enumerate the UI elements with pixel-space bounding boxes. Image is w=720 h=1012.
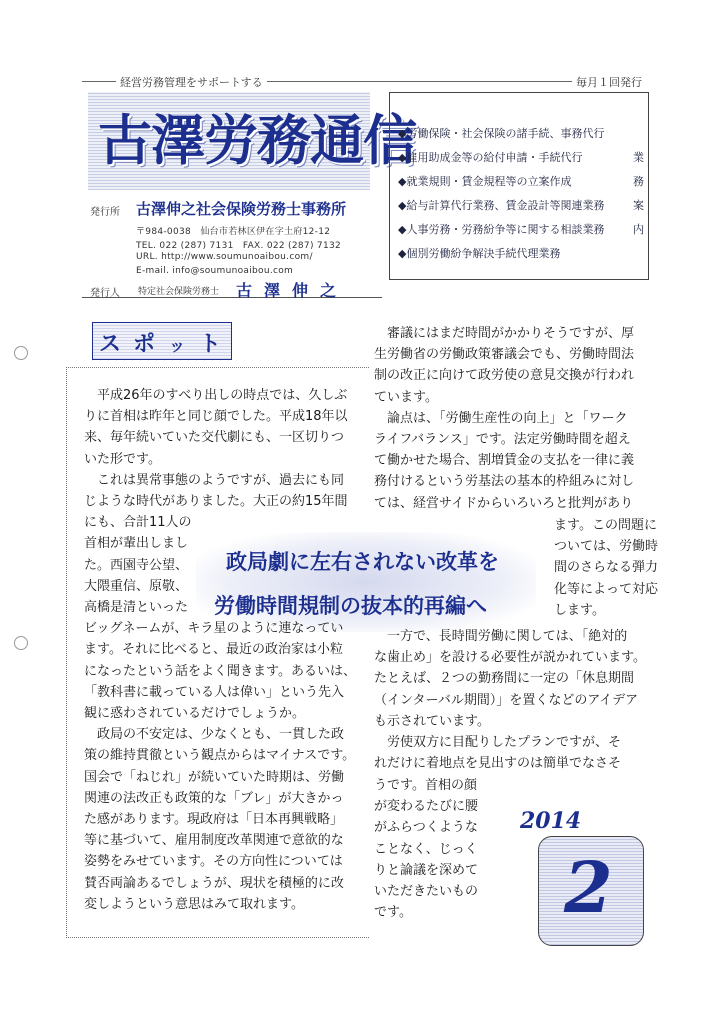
article-line: ついては、労働時 xyxy=(554,539,659,555)
email-address: E-mail. info@soumunoaibou.com xyxy=(136,266,294,276)
website-url: URL. http://www.soumunoaibou.com/ xyxy=(136,252,313,262)
representative-name: 古澤伸之 xyxy=(236,281,349,300)
article-line: 首相が輩出しまし xyxy=(84,536,189,552)
article-line: ことなく、じっく xyxy=(374,841,478,857)
article-line: 来、毎年続いていた交代劇にも、一区切りつ xyxy=(84,430,345,446)
article-line: 生労働省の労働政策審議会でも、労働時間法 xyxy=(374,347,635,363)
article-line: 策の維持貫徹という観点からはマイナスです。 xyxy=(84,748,356,764)
article-line: 等に基づいて、雇用制度改革関連で意欲的な xyxy=(84,833,344,849)
service-item: ◆給与計算代行業務、賃金設計等関連業務 xyxy=(398,199,605,212)
article-line: じような時代がありました。大正の約15年間 xyxy=(84,494,348,509)
section-label-char: ト xyxy=(199,332,222,357)
article-line: 国会で「ねじれ」が続いていた時期は、労働 xyxy=(84,769,345,785)
article-line: 賛否両論あるでしょうが、現状を積極的に改 xyxy=(84,875,344,891)
tagline-row xyxy=(82,74,642,88)
article-line: ています。 xyxy=(374,389,438,405)
service-item: ◆人事労務・労務紛争等に関する相談業務 xyxy=(398,223,605,236)
services-side-label: 案 xyxy=(633,199,644,212)
article-line: です。 xyxy=(374,905,412,921)
article-line: 平成26年のすべり出しの時点では、久しぶ xyxy=(84,388,348,403)
service-item: ◆雇用助成金等の給付申請・手続代行 xyxy=(398,151,583,164)
article-line: た感があります。現政府は「日本再興戦略」 xyxy=(84,812,343,827)
postal-address: 〒984-0038 仙台市若林区伊在字土府12-12 xyxy=(136,227,331,237)
article-line: これは異常事態のようですが、過去にも同 xyxy=(84,472,345,488)
article-line: も示されています。 xyxy=(374,713,490,729)
article-line: 高橋是清といった xyxy=(84,600,189,615)
article-line: 「教科書に載っている人は偉い」という先入 xyxy=(84,684,345,700)
article-line: ては、経営サイドからいろいろと批判があり xyxy=(374,495,634,511)
article-line: します。 xyxy=(554,602,605,618)
article-line: たとえば、２つの勤務間に一定の「休息期間 xyxy=(374,671,635,687)
article-line: 政局の不安定は、少なくとも、一貫した政 xyxy=(84,727,345,743)
article-line: 間のさらなる弾力 xyxy=(554,560,659,576)
article-line: れだけに着地点を見出すのは簡単でなさそ xyxy=(374,756,622,772)
headline-line-1: 政局劇に左右されない改革を xyxy=(226,550,499,574)
phone-fax: TEL. 022 (287) 7131 FAX. 022 (287) 7132 xyxy=(136,241,342,251)
section-label-char: ポ xyxy=(133,332,156,357)
article-line: にも、合計11人の xyxy=(84,515,192,531)
article-line: ます。この問題に xyxy=(554,518,657,533)
masthead xyxy=(88,92,416,190)
service-item: ◆個別労働紛争解決手続代理業務 xyxy=(398,247,561,260)
section-label-spot xyxy=(92,322,232,360)
services-side-label: 業 xyxy=(633,151,644,164)
newsletter-title: 古澤労務通信 xyxy=(98,109,416,172)
article-line: た。西園寺公望、 xyxy=(84,557,189,573)
article-line: 観に惑わされているだけでしょうか。 xyxy=(84,706,306,721)
article-line: 制の改正に向けて政労使の意見交換が行われ xyxy=(374,368,635,384)
article-line: になったという話をよく聞きます。あるいは、 xyxy=(84,663,356,679)
issue-frequency: 毎月１回発行 xyxy=(572,74,642,90)
article-line: りと論議を深めて xyxy=(374,862,479,878)
representative-label: 発行人 xyxy=(90,288,120,299)
headline-line-2: 労働時間規制の抜本的再編へ xyxy=(214,594,487,618)
article-line: りに首相は昨年と同じ顔でした。平成18年以 xyxy=(84,409,348,425)
issue-year: 2014 xyxy=(520,808,582,834)
article-line: （インターバル期間）」を置くなどのアイデア xyxy=(374,692,639,708)
article-line: て働かせた場合、割増賃金の支払を一律に義 xyxy=(374,453,635,469)
services-box xyxy=(389,92,649,280)
section-label-char: ッ xyxy=(169,336,186,355)
article-line: 化等によって対応 xyxy=(554,581,659,597)
article-line: ビッグネームが、キラ星のように連なってい xyxy=(84,621,344,637)
article-line: な歯止め」を設ける必要性が説かれています。 xyxy=(374,650,646,666)
article-line: 審議にはまだ時間がかかりそうですが、厚 xyxy=(374,326,635,341)
article-line: 一方で、長時間労働に関しては、「絶対的 xyxy=(374,629,628,644)
services-side-label: 務 xyxy=(633,175,644,188)
publisher-label: 発行所 xyxy=(90,207,120,218)
article-line: ライフバランス」です。法定労働時間を超え xyxy=(374,432,631,447)
service-item: ◆労働保険・社会保険の諸手続、事務代行 xyxy=(398,127,605,140)
article-line: 姿勢をみせています。その方向性については xyxy=(84,854,343,870)
article-line: 務付けるという労基法の基本的枠組みに対し xyxy=(374,474,635,490)
article-line: いただきたいもの xyxy=(374,884,479,899)
article-line: 大隈重信、原敬、 xyxy=(84,578,189,594)
representative-title: 特定社会保険労務士 xyxy=(138,287,220,297)
service-item: ◆就業規則・賃金規程等の立案作成 xyxy=(398,175,572,188)
article-line: いた形です。 xyxy=(84,451,161,467)
article-line: 関連の法改正も政策的な「ブレ」が大きかっ xyxy=(84,790,344,806)
article-line: ます。それに比べると、最近の政治家は小粒 xyxy=(84,642,343,658)
issue-month: 2 xyxy=(564,846,613,929)
binder-hole xyxy=(14,346,28,360)
article-line: が変わるたびに腰 xyxy=(374,799,479,815)
article-line: 論点は、「労働生産性の向上」と「ワーク xyxy=(374,410,628,426)
binder-hole xyxy=(14,636,28,650)
article-line: がふらつくような xyxy=(374,820,478,836)
article-line: うです。首相の顔 xyxy=(374,778,477,793)
article-line: 変しようという意思はみて取れます。 xyxy=(84,896,304,912)
tagline: 経営労務管理をサポートする xyxy=(116,74,267,90)
section-label-char: ス xyxy=(99,332,122,357)
services-side-label: 内 xyxy=(633,223,644,236)
office-name: 古澤伸之社会保険労務士事務所 xyxy=(136,200,347,218)
article-line: 労使双方に目配りしたプランですが、そ xyxy=(374,735,622,750)
